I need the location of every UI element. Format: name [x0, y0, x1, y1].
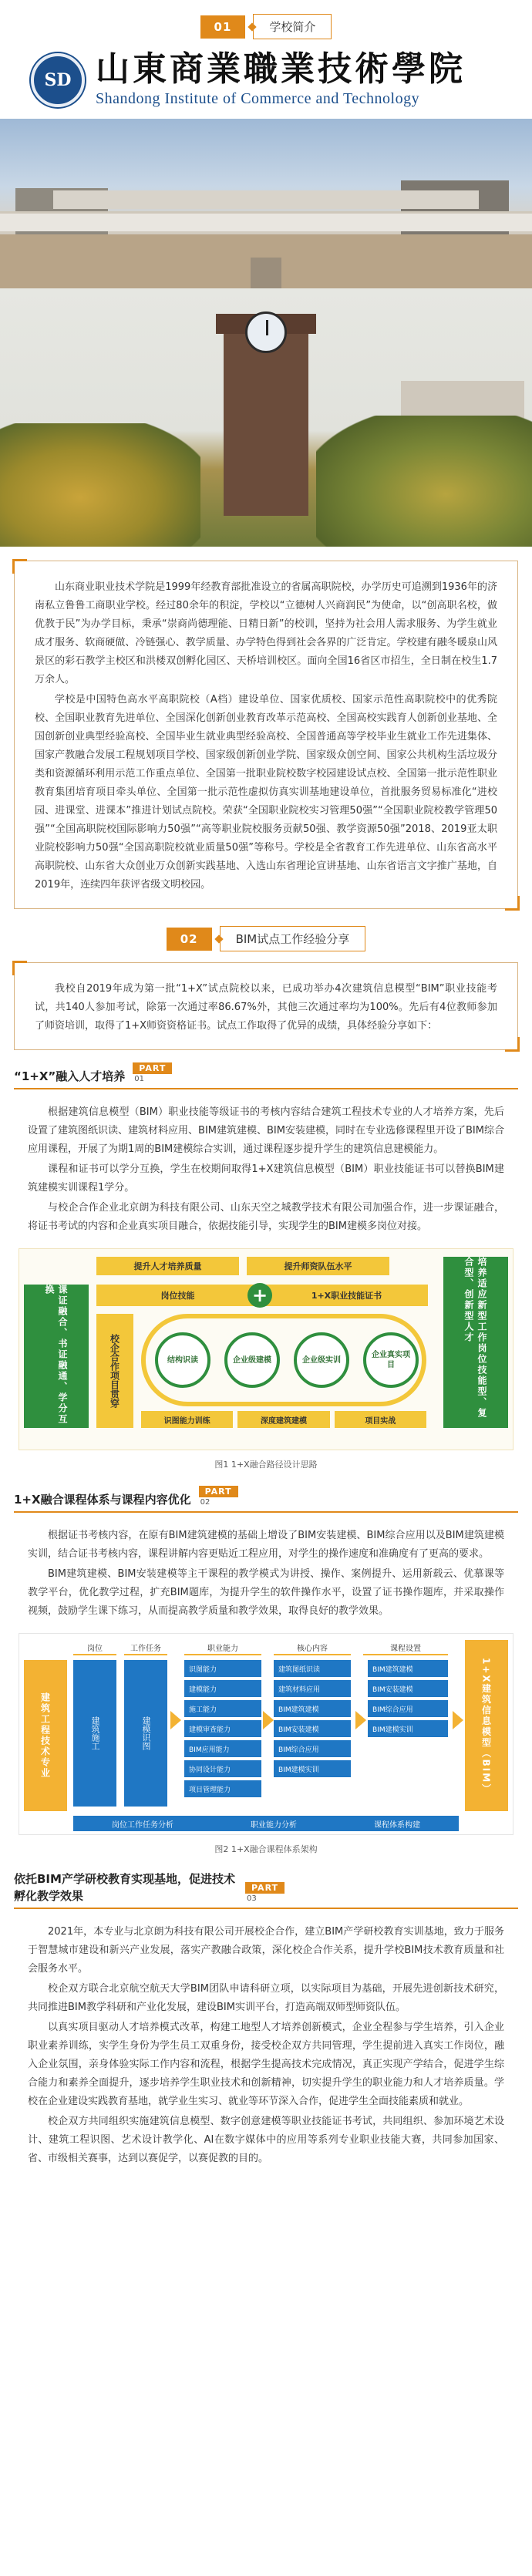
emblem-text: SD — [44, 69, 72, 90]
diagram-mid-label: 岗位技能 — [96, 1285, 259, 1306]
body-paragraph: 校企双方联合北京航空航天大学BIM团队申请科研立项，以实际项目为基础，开展先进创新技术研究，共同推进BIM教学科研和产业化发展，建设BIM实训平台，打造高端双师型师资队伍。 — [28, 1983, 504, 2014]
body-paragraph: 校企双方共同组织实施建筑信息模型、数字创意建模等职业技能证书考试，共同组织、参加环境艺术设计、建筑工程识图、艺术设计教学化、AI在数字媒体中的应用等系列专业职业技能大赛，共同参加国家、省、市级相关赛事，达到以赛促学，以赛促教的目的。 — [28, 2116, 504, 2165]
school-intro-box — [14, 561, 518, 909]
course-item: BIM建模实训 — [274, 1760, 351, 1777]
school-name-cn: 山東商業職業技術學院 — [96, 49, 466, 89]
footer-label: 职业能力分析 — [251, 1820, 297, 1830]
ability-item: BIM应用能力 — [184, 1740, 261, 1757]
part-heading-2 — [14, 1486, 518, 1513]
part-number: 03 — [247, 1894, 257, 1904]
ability-item: 协同设计能力 — [184, 1760, 261, 1777]
course-setting-item: BIM综合应用 — [368, 1700, 448, 1717]
part2-body — [0, 1519, 532, 1627]
diagram-column: 建筑施工 — [73, 1660, 116, 1807]
footer-label: 课程体系构建 — [374, 1820, 420, 1830]
part1-body — [0, 1096, 532, 1242]
section-title: BIM试点工作经验分享 — [220, 926, 366, 951]
body-paragraph: 课程和证书可以学分互换，学生在校期间取得1+X建筑信息模型（BIM）职业技能证书可以替换BIM建筑建模实训课程1学分。 — [28, 1163, 504, 1194]
diagram-header: 课程设置 — [363, 1640, 448, 1655]
ability-item: 识图能力 — [184, 1660, 261, 1677]
body-paragraph: 以真实项目驱动人才培养模式改革，构建工地型人才培养创新模式，企业全程参与学生培养，引入企业职业素养训练，实学生身份为学生员工双重身份，接受校企双方共同管理，学生提前进入真实工作岗位，融入企业氛围，亲身体验实际工作内容和流程，根据学生提高技术完成情况，真正实现产学结合，促进学生综合能力和素养全面提升，逐步培养学生职业技术和创新精神，切实提升学生的职业能力和人才培养质量。学校在企业建设实践教育基地，就学业生实习、就业等环节深入合作，促进学生全面技能素质和就业。 — [28, 2022, 504, 2108]
diagram-footer — [73, 1816, 459, 1831]
figure-caption: 图2 1+X融合课程体系架构 — [214, 1844, 318, 1855]
section-header-bim — [0, 909, 532, 959]
diagram-header: 工作任务 — [124, 1640, 167, 1655]
diagram-node: 企业级建模 — [224, 1332, 280, 1388]
diagram-right-label: 1+X建筑信息模型（BIM） — [465, 1640, 508, 1811]
ability-stack — [184, 1660, 261, 1797]
diagram-left-label: 课证融合、书证融通、学分互换 — [24, 1285, 89, 1428]
clock-icon — [245, 311, 287, 353]
course-setting-item: BIM安装建模 — [368, 1680, 448, 1697]
intro-paragraph: 学校是中国特色高水平高职院校（A档）建设单位、国家优质校、国家示范性高职院校中的优秀院校、全国职业教育先进单位、全国深化创新创业教育改革示范高校、全国高校实践育人创新创业基地、全国创新创业典型经验高校、全国毕业生就业典型经验高校、全国普通高等学校毕业生就业工作先进集体、国家产教融合发展工程规划项目学校、国家级创新创业学院、国家级众创空间、国家公共机构生活垃圾分类和资源循环利用示范工作重点单位、全国第一批职业院校数字校园建设试点校、全国第一批示范性职业教育集团培育项目牵头单位、全国第一批示范性虚拟仿真实训基地建设单位，首批服务贸易标准化“进校园、进课堂、进课本”推进计划试点院校。荣获“全国职业院校实习管理50强”“全国职业院校教学管理50强”“全国高职院校国际影响力50强”“高等职业院校服务贡献50强、教学资源50强”2018、2019亚太职业院校影响力50强“全国高职院校就业质量50强”等称号。学校是全省教育工作先进单位、山东省高水平高职院校、山东省大众创业万众创新实践基地、入选山东省理论宣讲基地、山东省语言文字推广基地，自2019年，连续四年获评省级文明校园。 — [35, 694, 497, 891]
footer-label: 岗位工作任务分析 — [112, 1820, 173, 1830]
body-paragraph: 与校企合作企业北京朗为科技有限公司、山东天空之城教学技术有限公司加强合作，进一步课证融合，将证书考试的内容和企业真实项目融合，依据技能引导，实现学生的BIM建模多岗位对接。 — [28, 1202, 504, 1233]
part-number: 02 — [200, 1498, 210, 1507]
diagram-left-label: 建筑工程技术专业 — [24, 1660, 67, 1811]
course-item: BIM建筑建模 — [274, 1700, 351, 1717]
course-item: 建筑材料应用 — [274, 1680, 351, 1697]
part-label: PART — [199, 1486, 238, 1497]
diagram-node: 企业真实项目 — [363, 1332, 419, 1388]
diagram-bottom-label: 项目实战 — [335, 1411, 426, 1428]
diagram-header: 核心内容 — [274, 1640, 351, 1655]
diagram-right-label: 培养适应新型工作岗位技能型、复合型、创新型人才 — [443, 1257, 508, 1428]
school-name-en: Shandong Institute of Commerce and Technology — [96, 90, 420, 108]
ability-item: 施工能力 — [184, 1700, 261, 1717]
bim-summary-box — [14, 962, 518, 1050]
part3-body — [0, 1915, 532, 2188]
diagram-bottom-label: 深度建筑建模 — [237, 1411, 329, 1428]
curriculum-system-diagram — [19, 1633, 513, 1835]
part-heading-1 — [14, 1062, 518, 1089]
summary-paragraph: 我校自2019年成为第一批“1+X”试点院校以来，已成功举办4次建筑信息模型“BIM”职业技能考试，共140人参加考试，除第一次通过率86.67%外，其他三次通过率均为100%。先后有4位教师参加了师资培训，取得了1+X师资资格证书。试点工作取得了优异的成绩，具体经验分享如下： — [35, 983, 497, 1032]
body-paragraph: BIM建筑建模、BIM安装建模等主干课程的教学模式为讲授、操作、案例提升、运用新载云、优慕课等教学平台，优化教学过程，扩充BIM题库，为提升学生的软件操作水平，设置了证书操作题库，并采取操作视频，鼓励学生课下练习，从而提高教学质量和教学效果，取得良好的教学效果。 — [28, 1568, 504, 1618]
diagram-mid-label: 1+X职业技能证书 — [265, 1285, 428, 1306]
diagram-top-label: 提升师资队伍水平 — [247, 1257, 389, 1275]
clock-tower-photo — [0, 288, 532, 547]
diagram-node: 结构识读 — [155, 1332, 210, 1388]
diagram-header: 职业能力 — [184, 1640, 261, 1655]
plus-icon: + — [247, 1283, 272, 1308]
diagram-node: 企业级实训 — [294, 1332, 349, 1388]
integration-path-diagram — [19, 1248, 513, 1450]
part-label: PART — [245, 1882, 285, 1894]
diagram-bottom-label: 识图能力训练 — [141, 1411, 233, 1428]
part-title: 1+X融合课程体系与课程内容优化 — [14, 1493, 191, 1507]
body-paragraph: 根据建筑信息模型（BIM）职业技能等级证书的考核内容结合建筑工程技术专业的人才培养方案，先后设置了建筑图纸识读、建筑材料应用、BIM建筑建模、BIM安装建模，同时在专业选修课程里开设了BIM综合应用课程，开展了为期1周的BIM建模综合实训，通过课程逐步提升学生的建筑信息建模能力。 — [28, 1106, 504, 1156]
course-item: 建筑图纸识读 — [274, 1660, 351, 1677]
diagram-header: 岗位 — [73, 1640, 116, 1655]
school-logo — [0, 47, 532, 119]
intro-paragraph: 山东商业职业技术学院是1999年经教育部批准设立的省属高职院校，办学历史可追溯到1936年的济南私立鲁鲁工商职业学校。经过80余年的积淀，学校以“立德树人兴商润民”为使命，以“创高职名校，做优教于民”为办学目标，秉承“崇商尚德理能、日精日新”的校训，坚持为社会用人需求服务、为学生就业成才服务、软商硬做、冷链强心、教学质量、办学特色得到社会各界的广泛肯定。学校建有融冬暖泉山风景区的彩石教学主校区和洪楼双创孵化园区、天桥培训校区。面向全国16省区市招生，全日制在校生1.7万余人。 — [35, 581, 497, 686]
section-number: 01 — [200, 15, 246, 39]
section-title: 学校简介 — [253, 14, 332, 39]
diagram-column: 建模识图 — [124, 1660, 167, 1807]
course-item: BIM综合应用 — [274, 1740, 351, 1757]
part-title: 依托BIM产学研校教育实现基地，促进技术孵化教学效果 — [14, 1872, 235, 1904]
ability-item: 项目管理能力 — [184, 1780, 261, 1797]
course-setting-item: BIM建筑建模 — [368, 1660, 448, 1677]
school-emblem-icon — [31, 53, 85, 107]
part-heading-3 — [14, 1871, 518, 1909]
part-label: PART — [133, 1062, 172, 1074]
part-title: “1+X”融入人才培养 — [14, 1069, 126, 1084]
section-header-intro — [0, 0, 532, 47]
figure-caption: 图1 1+X融合路径设计思路 — [214, 1460, 318, 1470]
part-number: 01 — [134, 1075, 145, 1084]
diagram-coop-label: 校企合作项目贯穿 — [96, 1314, 133, 1428]
campus-gate-photo — [0, 119, 532, 288]
diagram-top-label: 提升人才培养质量 — [96, 1257, 239, 1275]
section-number: 02 — [167, 928, 212, 951]
body-paragraph: 2021年，本专业与北京朗为科技有限公司开展校企合作，建立BIM产学研校教育实训基地，致力于服务于智慧城市建设和新兴产业发展，落实产教融合政策，深化校企合作关系，提升学校BIM技术教育质量和社会服务水平。 — [28, 1926, 504, 1975]
body-paragraph: 根据证书考核内容，在原有BIM建筑建模的基础上增设了BIM安装建模、BIM综合应用以及BIM建筑建模实训，结合证书考核内容，课程讲解内容更贴近工程应用，对学生的操作速度和准确度有了更高的要求。 — [28, 1530, 504, 1561]
course-setting-stack — [368, 1660, 448, 1737]
course-setting-item: BIM建模实训 — [368, 1720, 448, 1737]
ability-item: 建模能力 — [184, 1680, 261, 1697]
course-item: BIM安装建模 — [274, 1720, 351, 1737]
ability-item: 建模审查能力 — [184, 1720, 261, 1737]
course-stack — [274, 1660, 351, 1777]
